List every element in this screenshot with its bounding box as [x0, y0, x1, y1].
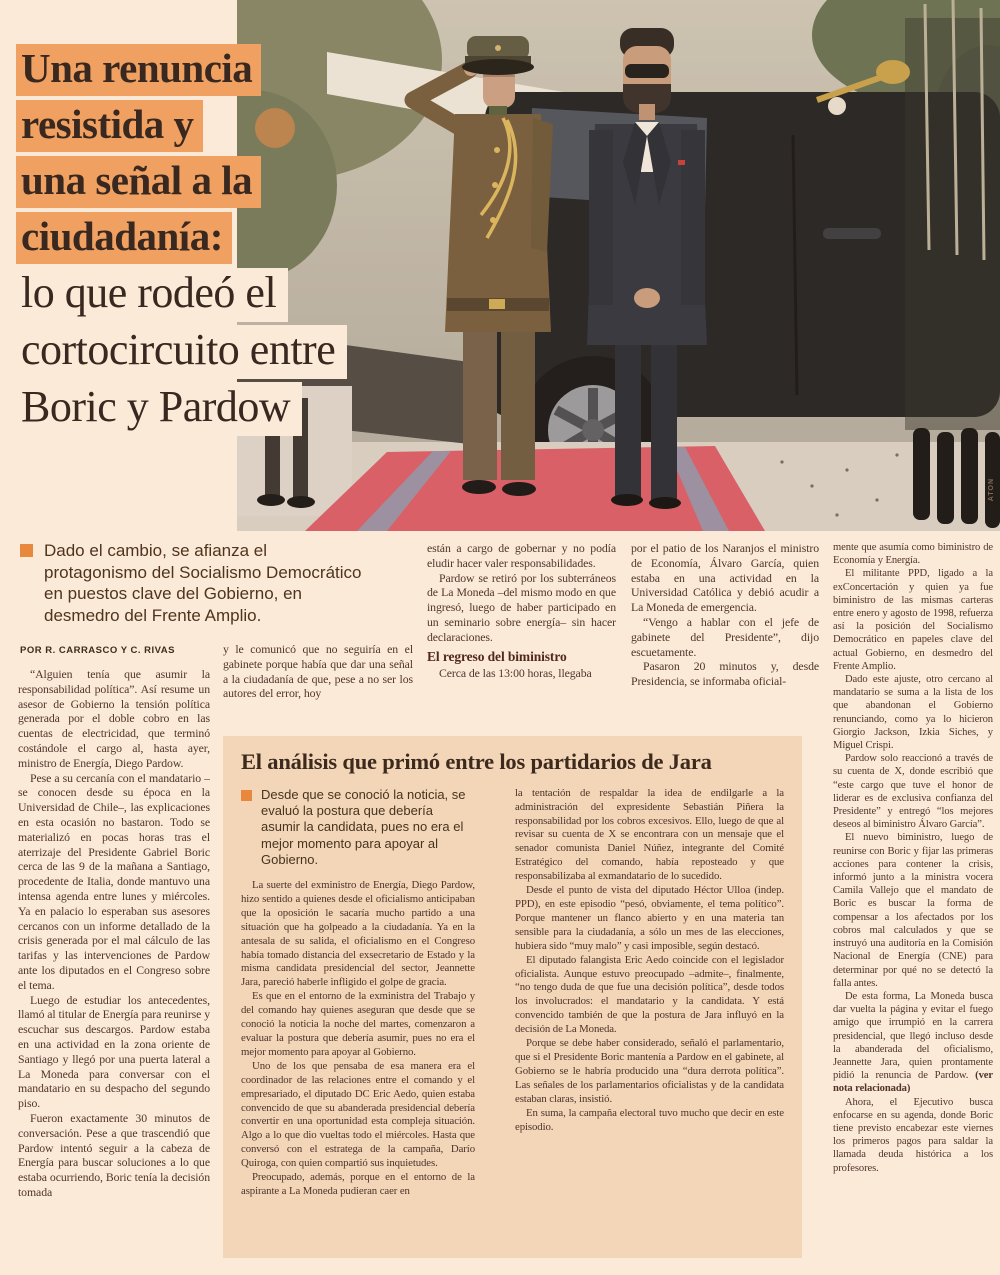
box-right-column [515, 787, 784, 1199]
paragraph: De esta forma, La Moneda busca dar vuelta la página y evitar el fuego amigo que irrumpió en la carrera presidencial, que llegó incluso desde la abanderada del oficialismo, Jeannette Jara, quien prontamente pidió la renuncia de Pardow. (ver nota relacionada) [833, 990, 993, 1095]
photo-credit: ATON [988, 478, 995, 502]
paragraph: Porque se debe haber considerado, señaló el parlamentario, que si el Presidente Boric mantenía a Pardow en el gabinete, al Gobierno se le habría producido una “dura derrota política”. Las señales de los parlamentarios oficialistas y de la candidata estaban claras, insistió. [515, 1037, 784, 1105]
paragraph: están a cargo de gobernar y no podía eludir hacer valer responsabilidades. [427, 541, 616, 570]
headline-line: una señal a la [16, 156, 261, 208]
paragraph: Pardow se retiró por los subterráneos de La Moneda –del mismo modo en que ingresó, luego de haber participado en un seminario sobre energía– sin hacer declaraciones. [427, 570, 616, 644]
headline-line: resistida y [16, 100, 203, 152]
box-intro-text: Desde que se conoció la noticia, se evaluó la postura que debería asumir la candidata, pues no era el mejor momento para apoyar al Gobierno. [261, 786, 466, 867]
headline-highlighted [16, 44, 347, 264]
paragraph: Desde el punto de vista del diputado Héctor Ulloa (indep. PPD), en este episodio “pesó, obviamente, el tema político”. Porque mantener un flanco abierto y en una materia tan sensible para la ciudadanía, a sólo un mes de las elecciones, hubiera sido “muy malo” y casi imposible, según destacó. [515, 884, 784, 952]
headline [16, 44, 347, 439]
main-photo [237, 0, 1000, 531]
article-column-4 [631, 541, 819, 735]
headline-plain [16, 268, 347, 436]
column-3-continuation [427, 666, 616, 681]
article-column-2 [223, 642, 413, 734]
paragraph: El diputado falangista Eric Aedo coincide con el legislador oficialista. Aunque estuvo preocupado –admite–, finalmente, “no tengo duda de que fue una decisión política”, desde todos los involucrados: el mandatario y la candidata. Y está convencido también de que la postura de Jara influyó en la decisión de La Moneda. [515, 953, 784, 1036]
column-3-paragraphs [427, 541, 616, 645]
paragraph: Cerca de las 13:00 horas, llegaba [439, 665, 592, 680]
box-intro [241, 787, 475, 868]
headline-line: lo que rodeó el [16, 268, 288, 322]
bullet-square-icon [20, 544, 33, 557]
byline: POR R. CARRASCO Y C. RIVAS [20, 645, 175, 656]
paragraph: “Vengo a hablar con el jefe de gabinete del Presidente”, dijo escuetamente. [631, 614, 819, 659]
paragraph: Luego de estudiar los antecedentes, llamó al titular de Energía para reunirse y escuchar sus descargos. Pardow estaba en una actividad en la zona oriente de Santiago y llegó por una puerta lateral a La Moneda para conversar con el mandatario en su despacho del segundo piso. [18, 992, 210, 1111]
paragraph: y le comunicó que no seguiría en el gabinete porque había que dar una señal a la ciudadanía de que, pese a no ser los autores del error, hoy [223, 642, 413, 701]
article-column-1 [18, 667, 210, 1275]
paragraph: El nuevo biministro, luego de reunirse con Boric y fijar las primeras acciones para contener la crisis, informó junto a la ministra vocera Camila Vallejo que el mandato de Boric es buscar la forma de compensar a los afectados por los cobros mal calculados y que se instruyó una auditoría en la Comisión Nacional de Energía (CNE) para determinar por qué no se detectó la falla antes. [833, 832, 993, 989]
headline-line: Boric y Pardow [16, 382, 302, 436]
paragraph: La suerte del exministro de Energía, Diego Pardow, hizo sentido a quienes desde el oficialismo anticipaban que la oposición le sacaría mucho partido a una situación que ha golpeado a la ciudadanía. Ya en la antesala de su salida, el oficialismo en el Congreso había tomado distancia del exsecretario de Estado y la misma candidata presidencial del sector, Jeannette Jara, pareció haberle infligido el golpe de gracia. [241, 879, 475, 989]
paragraph: mente que asumía como biministro de Economía y Energía. [833, 542, 993, 567]
section-subhead: El regreso del biministro [427, 648, 567, 664]
headline-line: cortocircuito entre [16, 325, 347, 379]
lede-text: Dado el cambio, se afianza el protagonismo del Socialismo Democrático en puestos clave del Gobierno, en desmedro del Frente Amplio. [44, 541, 362, 625]
paragraph: Ahora, el Ejecutivo busca enfocarse en su agenda, donde Boric tiene previsto encabezar este viernes los primeros pagos para saldar la llamada deuda histórica a los profesores. [833, 1096, 993, 1174]
headline-line: ciudadanía: [16, 212, 232, 264]
paragraph: Es que en el entorno de la exministra del Trabajo y del comando hay quienes aseguran que desde que se conoció la noticia la noche del martes, comenzaron a evaluar la postura que debería asumir, pues no era el mejor momento para apoyar al Gobierno. [241, 990, 475, 1058]
paragraph: En suma, la campaña electoral tuvo mucho que decir en este episodio. [515, 1106, 784, 1133]
box-title: El análisis que primó entre los partidarios de Jara [241, 749, 712, 774]
paragraph: Uno de los que pensaba de esa manera era el coordinador de las relaciones entre el comando y el empresariado, el diputado DC Eric Aedo, quien estaba convencido de que su abanderada presidencial debería convertir en una oportunidad esta compleja situación. Algo a lo que dio vueltas todo el miércoles. Hasta que conversó con el estratega de la campaña, Darío Quiroga, con quien compartió sus inquietudes. [241, 1059, 475, 1170]
article-column-5 [833, 541, 993, 1247]
sidebar-box [223, 736, 802, 1258]
paragraph: la tentación de respaldar la idea de endilgarle a la administración del expresidente Sebastián Piñera la responsabilidad por los cobros excesivos. Ello, luego de que al revisar su cuenta de X se encontrara con un mensaje que el senador comunista Daniel Núñez, integrante del Comité Estratégico del comando, había reposteado y que responsabilizaba al exmandatario de lo sucedido. [515, 786, 784, 883]
paragraph: Dado este ajuste, otro cercano al mandatario se suma a la lista de los que abandonan el Gobierno renunciando, como ya lo hicieron Giorgio Jackson, Izkia Siches, y Miguel Crispi. [833, 674, 993, 752]
paragraph: Fueron exactamente 30 minutos de conversación. Pese a que trascendió que Pardow intentó seguir a la cabeza de Energía para buscar soluciones a lo que estaba ocurriendo, Boric tenía la decisión tomada [18, 1110, 210, 1199]
paragraph: Pardow solo reaccionó a través de su cuenta de X, donde escribió que “este cargo que tuve el honor de liderar es de exclusiva confianza del Presidente” y entregó “los mejores deseos al biministro Álvaro García”. [833, 753, 993, 831]
box-left-column [241, 787, 475, 1199]
box-columns [241, 787, 784, 1199]
paragraph: Preocupado, además, porque en el entorno de la aspirante a La Moneda pudieran caer en [241, 1171, 475, 1197]
headline-line: Una renuncia [16, 44, 261, 96]
bullet-square-icon [241, 790, 252, 801]
paragraph: “Alguien tenía que asumir la responsabilidad política”. Así resume un asesor de Gobierno la tensión política generada por el doble cobro en las cuentas de electricidad, que terminó costándole el cargo al, hasta ayer, ministro de Energía, Diego Pardow. [18, 667, 210, 770]
paragraph: Pese a su cercanía con el mandatario –se conocen desde su época en la Universidad de Chile–, las explicaciones en esta ocasión no bastaron. Todo se materializó en pocas horas tras el aterrizaje del Presidente Gabriel Boric cerca de las 9 de la mañana a Santiago, procedente de Italia, donde mantuvo una intensa agenda entre lunes y miércoles. Ya en palacio lo esperaban sus asesores cercanos con un informe detallado de la crisis generada por el mal cálculo de las tarifas y las intervenciones de Pardow ante los diputados en el Congreso sobre el tema. [18, 770, 210, 992]
lede [20, 540, 372, 626]
article-column-3 [427, 541, 616, 735]
paragraph: El militante PPD, ligado a la exConcertación y quien ya fue biministro de las mismas carteras entre enero y agosto de 1998, refuerza así la posición del Socialismo Democrático en papeles clave del actual Gobierno, en desmedro del Frente Amplio. [833, 568, 993, 672]
paragraph: Pasaron 20 minutos y, desde Presidencia, se informaba oficial- [631, 659, 819, 689]
box-left-paragraphs [241, 879, 475, 1199]
photo-illustration [237, 0, 1000, 531]
paragraph: por el patio de los Naranjos el ministro de Economía, Álvaro García, quien estaba en una actividad en la Universidad Católica y debió acudir a La Moneda de emergencia. [631, 541, 819, 615]
